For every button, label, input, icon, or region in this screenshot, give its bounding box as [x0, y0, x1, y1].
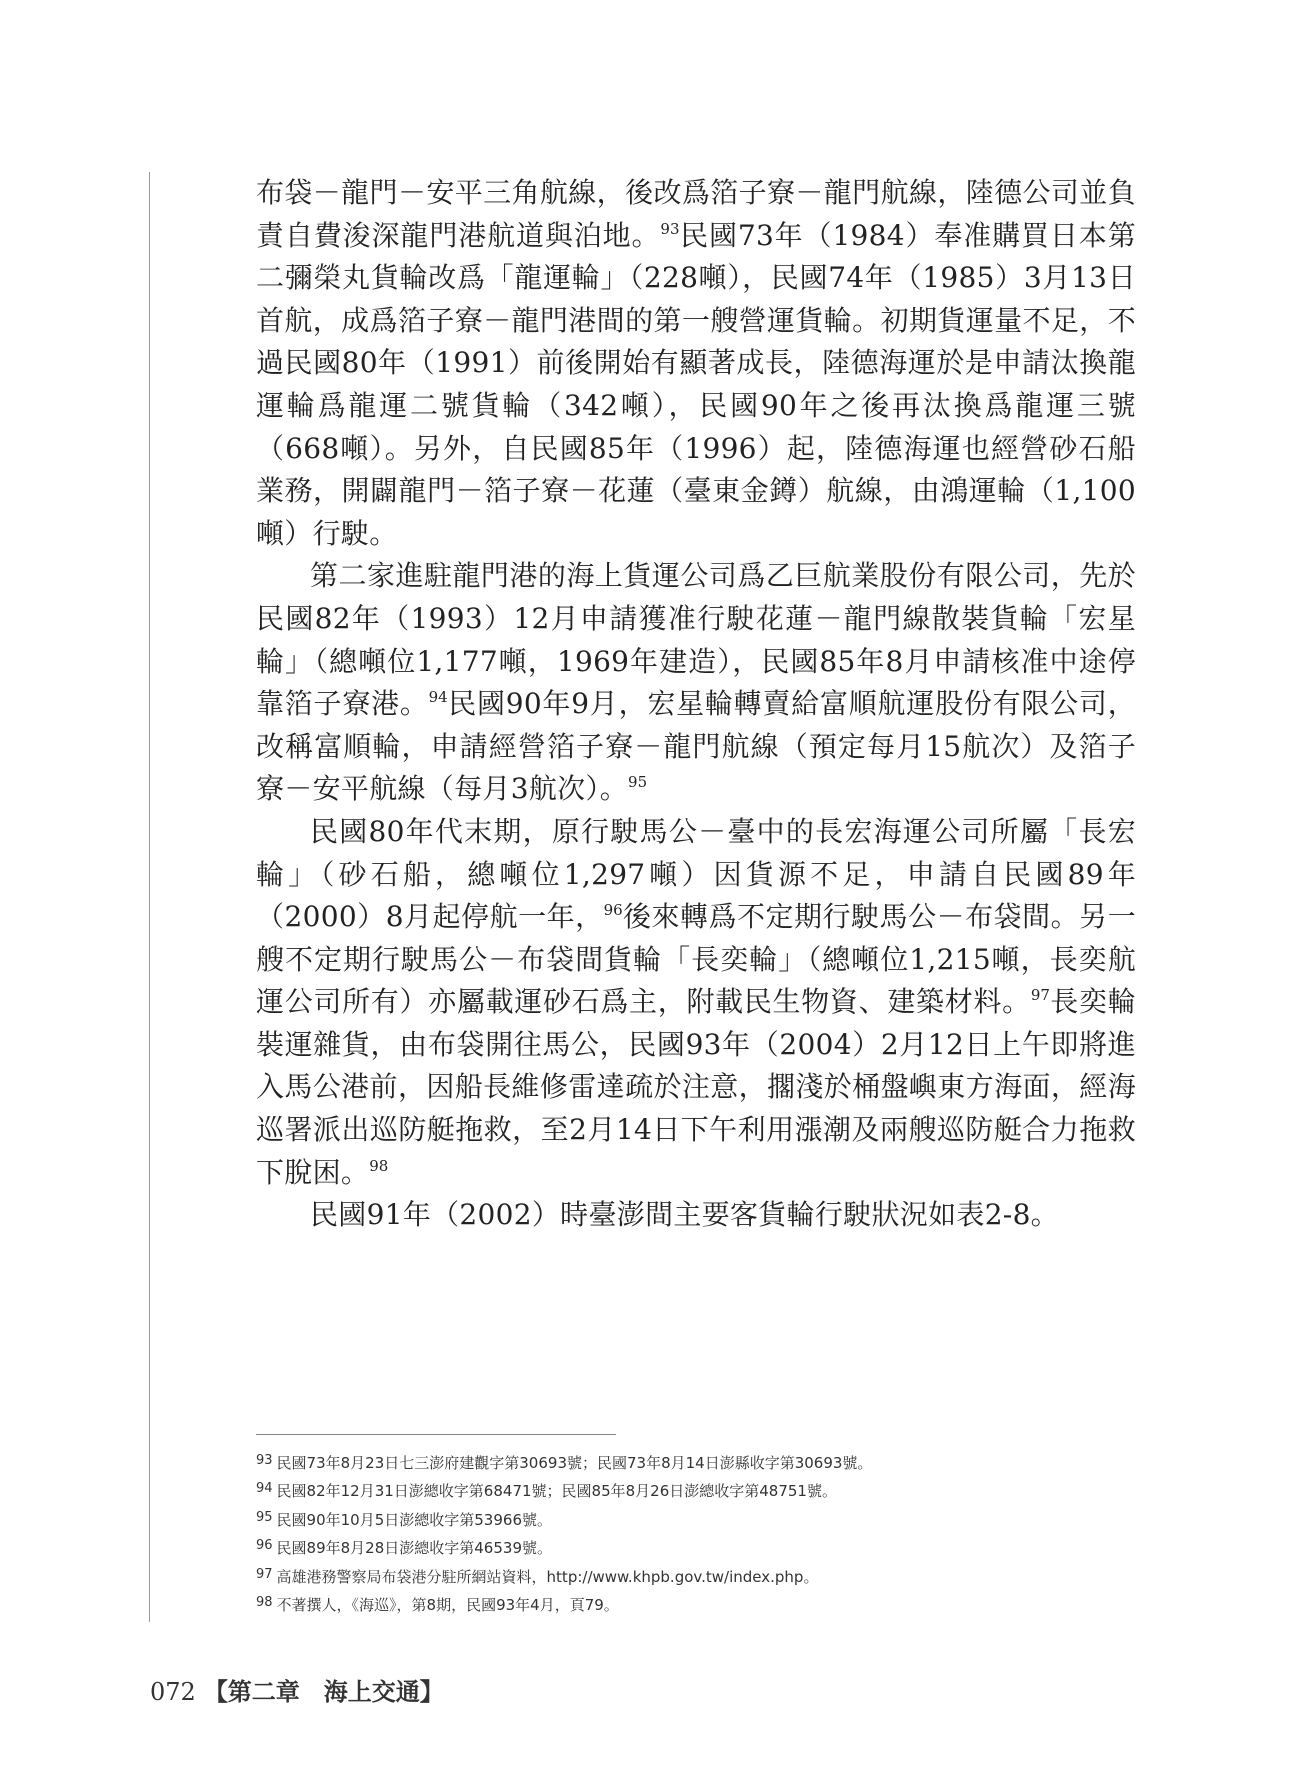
paragraph-text: 布袋－龍門－安平三角航線，後改爲箔子寮－龍門航線，陸德公司並負責自費浚深龍門港航道與泊地。 — [256, 176, 1136, 252]
footnote-text: 民國90年10月5日澎總收字第53966號。 — [276, 1510, 552, 1529]
footnote — [256, 1590, 1136, 1618]
footnote-ref: 97 — [1030, 986, 1050, 1005]
paragraph — [256, 172, 1136, 555]
footnote-text: 高雄港務警察局布袋港分駐所網站資料，http://www.khpb.gov.tw/index.php。 — [276, 1567, 819, 1586]
footnote-text: 民國82年12月31日澎總收字第68471號；民國85年8月26日澎總收字第48751號。 — [276, 1482, 837, 1501]
footnote — [256, 1448, 1136, 1476]
footnote-ref: 94 — [428, 687, 448, 706]
paragraph — [256, 555, 1136, 811]
footnote-ref: 98 — [369, 1156, 389, 1175]
margin-rule — [149, 172, 150, 1622]
footnotes — [256, 1448, 1136, 1618]
paragraph-text: 後來轉爲不定期行駛馬公－布袋間。另一艘不定期行駛馬公－布袋間貨輪「長奕輪」（總噸位1,215噸，長奕航運公司所有）亦屬載運砂石爲主，附載民生物資、建築材料。 — [256, 900, 1136, 1019]
footnote-ref: 95 — [628, 773, 648, 792]
footnote-number: 94 — [256, 1481, 273, 1497]
footnote-ref: 93 — [660, 219, 680, 238]
footnote — [256, 1476, 1136, 1504]
footnote-text: 民國89年8月28日澎總收字第46539號。 — [276, 1539, 552, 1558]
footnote-divider — [256, 1434, 616, 1435]
chapter-label: 【第二章 海上交通】 — [203, 1677, 444, 1706]
paragraph — [256, 1194, 1136, 1237]
paragraph-text: 民國91年（2002）時臺澎間主要客貨輪行駛狀況如表2-8。 — [310, 1198, 1059, 1232]
paragraph-text: 民國90年9月，宏星輪轉賣給富順航運股份有限公司，改稱富順輪，申請經營箔子寮－龍門航線（預定每月15航次）及箔子寮－安平航線（每月3航次）。 — [256, 687, 1136, 806]
footnote-number: 93 — [256, 1453, 273, 1468]
body-text — [256, 172, 1136, 1237]
paragraph-text: 民國73年（1984）奉准購買日本第二彌榮丸貨輪改爲「龍運輪」（228噸），民國74年（1985）3月13日首航，成爲箔子寮－龍門港間的第一艘營運貨輪。初期貨運量不足，不過民國80年（1991）前後開始有顯著成長，陸德海運於是申請汰換龍運輪爲龍運二號貨輪（342噸），民國90年之後再汰換爲龍運三號（668噸）。另外，自民國85年（1996）起，陸德海運也經營砂石船業務，開闢龍門－箔子寮－花蓮（臺東金鐏）航線，由鴻運輪（1,100噸）行駛。 — [256, 218, 1136, 550]
paragraph — [256, 811, 1136, 1194]
footnote-number: 96 — [256, 1538, 273, 1554]
paragraph-text: 民國80年代末期，原行駛馬公－臺中的長宏海運公司所屬「長宏輪」（砂石船，總噸位1,297噸）因貨源不足，申請自民國89年（2000）8月起停航一年， — [256, 814, 1136, 934]
footnote-number: 98 — [256, 1594, 273, 1610]
footnote-ref: 96 — [603, 900, 623, 919]
paragraph-text: 第二家進駐龍門港的海上貨運公司爲乙巨航業股份有限公司，先於民國82年（1993）12月申請獲准行駛花蓮－龍門線散裝貨輪「宏星輪」（總噸位1,177噸，1969年建造），民國85年8月申請核准中途停靠箔子寮港。 — [256, 559, 1136, 721]
footnote — [256, 1533, 1136, 1561]
paragraph-text: 長奕輪裝運雜貨，由布袋開往馬公，民國93年（2004）2月12日上午即將進入馬公港前，因船長維修雷達疏於注意，擱淺於桶盤嶼東方海面，經海巡署派出巡防艇拖救，至2月14日下午利用漲潮及兩艘巡防艇合力拖救下脫困。 — [256, 985, 1136, 1189]
footnote-text: 不著撰人，《海巡》，第8期，民國93年4月，頁79。 — [276, 1595, 619, 1614]
footnote-number: 95 — [256, 1509, 273, 1525]
footnote — [256, 1505, 1136, 1533]
footnote-text: 民國73年8月23日七三澎府建觀字第30693號；民國73年8月14日澎縣收字第30693號。 — [276, 1453, 873, 1472]
footnote — [256, 1562, 1136, 1590]
page-number: 072 — [150, 1678, 196, 1706]
page-footer — [150, 1672, 444, 1707]
footnote-number: 97 — [256, 1566, 273, 1582]
